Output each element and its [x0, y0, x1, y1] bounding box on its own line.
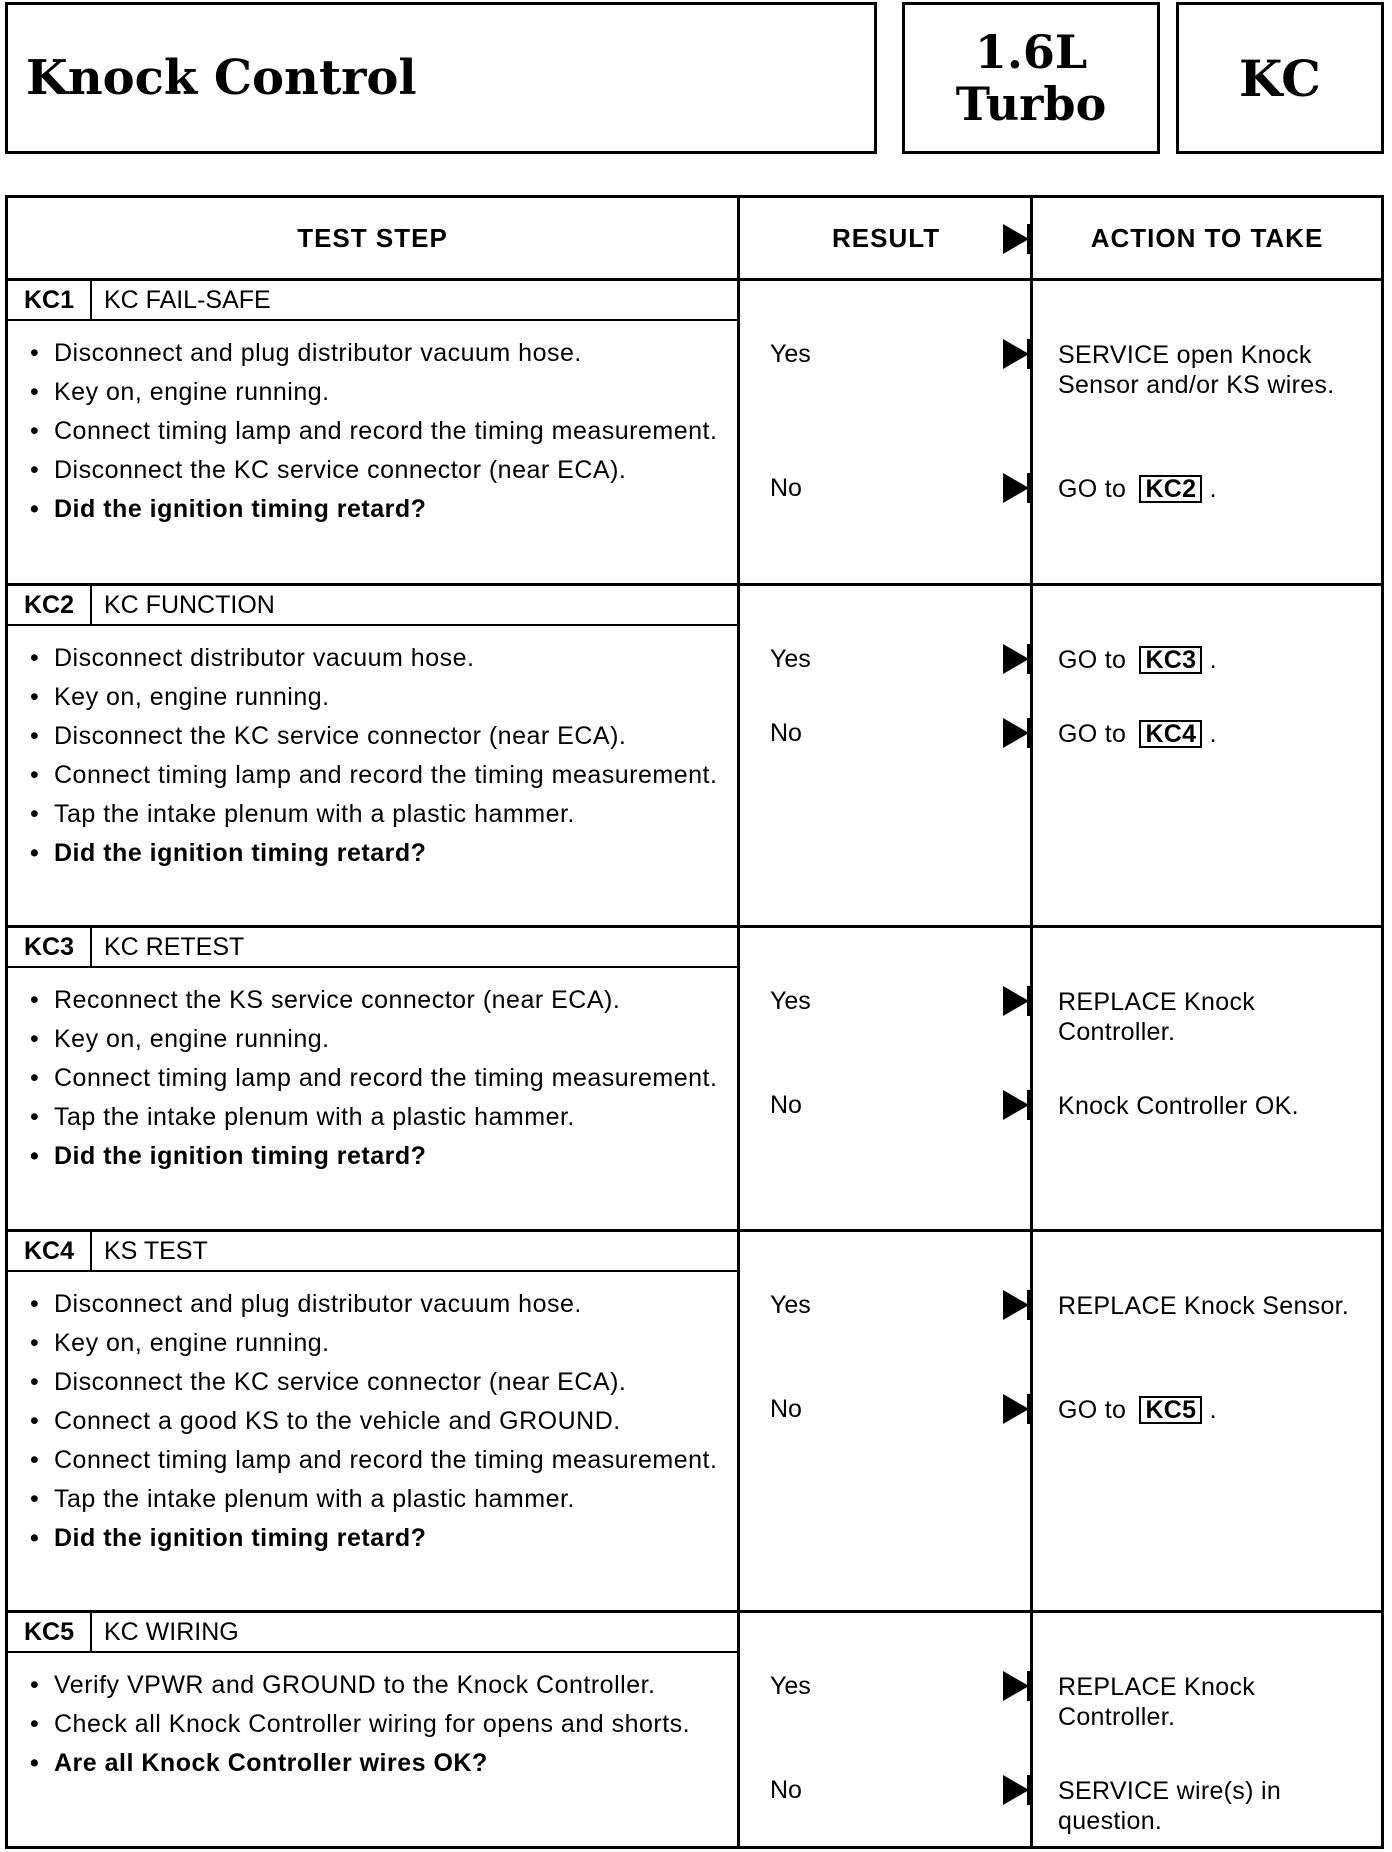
result-no: No [770, 1091, 802, 1119]
instruction: • Key on, engine running. [28, 1024, 728, 1054]
code-box [1176, 2, 1384, 154]
arrow-icon [1003, 1671, 1029, 1701]
engine-box [902, 2, 1160, 154]
step-header [8, 586, 737, 626]
result-yes: Yes [770, 1672, 811, 1700]
instruction: • Connect a good KS to the vehicle and GROUND. [28, 1406, 728, 1436]
instruction: • Tap the intake plenum with a plastic hammer. [28, 1484, 728, 1514]
step-instructions [28, 1670, 728, 1787]
result-yes: Yes [770, 645, 811, 673]
step-id: KC5 [8, 1613, 92, 1651]
action-yes: REPLACE Knock Sensor. [1058, 1292, 1350, 1320]
result-yes: Yes [770, 1291, 811, 1319]
result-yes: Yes [770, 340, 811, 368]
action-text: GO to [1058, 1396, 1134, 1424]
instruction: • Disconnect the KC service connector (near ECA). [28, 1367, 728, 1397]
step-header [8, 1232, 737, 1272]
result-no: No [770, 719, 802, 747]
arrow-icon [1003, 1394, 1029, 1424]
arrow-icon [1003, 986, 1029, 1016]
action-yes: REPLACE Knock Controller. [1058, 988, 1256, 1046]
step-title: KS TEST [104, 1236, 208, 1265]
step-reference-kc3[interactable]: KC3 [1139, 646, 1202, 674]
step-title: KC RETEST [104, 932, 245, 961]
action-yes [1058, 645, 1358, 675]
step-title: KC WIRING [104, 1617, 239, 1646]
instruction: • Key on, engine running. [28, 1328, 728, 1358]
arrow-icon [1003, 1090, 1029, 1120]
action-text: . [1202, 720, 1217, 748]
action-no [1058, 719, 1358, 749]
arrow-icon [1003, 224, 1029, 254]
action-yes: SERVICE open Knock Sensor and/or KS wires. [1058, 341, 1335, 399]
step-title: KC FAIL-SAFE [104, 285, 271, 314]
step-instructions [28, 985, 728, 1180]
instruction: • Disconnect and plug distributor vacuum hose. [28, 338, 728, 368]
step-id: KC1 [8, 281, 92, 319]
step-reference-kc2[interactable]: KC2 [1139, 475, 1202, 503]
arrow-icon [1003, 339, 1029, 369]
step-id: KC2 [8, 586, 92, 624]
instruction: • Check all Knock Controller wiring for opens and shorts. [28, 1709, 728, 1739]
instruction: • Disconnect distributor vacuum hose. [28, 643, 728, 673]
step-question: • Are all Knock Controller wires OK? [28, 1748, 728, 1778]
column-header-result: RESULT [832, 222, 941, 253]
action-no: SERVICE wire(s) in question. [1058, 1777, 1282, 1835]
action-text: GO to [1058, 720, 1134, 748]
step-question: • Did the ignition timing retard? [28, 494, 728, 524]
arrow-icon [1003, 1290, 1029, 1320]
test-step-table [5, 195, 1384, 1849]
step-instructions [28, 338, 728, 533]
action-text: . [1202, 475, 1217, 503]
instruction: • Connect timing lamp and record the timing measurement. [28, 760, 728, 790]
action-text: . [1202, 646, 1217, 674]
engine-label-line2: Turbo [955, 77, 1107, 131]
engine-label-line1: 1.6L [974, 25, 1088, 79]
step-id: KC4 [8, 1232, 92, 1270]
result-no: No [770, 474, 802, 502]
instruction: • Connect timing lamp and record the timing measurement. [28, 1063, 728, 1093]
column-header-test-step: TEST STEP [297, 222, 448, 253]
column-header-action: ACTION TO TAKE [1090, 222, 1324, 253]
instruction: • Tap the intake plenum with a plastic hammer. [28, 799, 728, 829]
instruction: • Reconnect the KS service connector (near ECA). [28, 985, 728, 1015]
step-question: • Did the ignition timing retard? [28, 1523, 728, 1553]
arrow-icon [1003, 718, 1029, 748]
action-text: GO to [1058, 475, 1134, 503]
instruction: • Connect timing lamp and record the timing measurement. [28, 416, 728, 446]
instruction: • Disconnect the KC service connector (near ECA). [28, 455, 728, 485]
arrow-icon [1003, 1775, 1029, 1805]
result-no: No [770, 1776, 802, 1804]
column-divider [1030, 198, 1033, 1846]
step-reference-kc4[interactable]: KC4 [1139, 720, 1202, 748]
instruction: • Key on, engine running. [28, 377, 728, 407]
action-no [1058, 474, 1358, 504]
instruction: • Verify VPWR and GROUND to the Knock Controller. [28, 1670, 728, 1700]
step-title: KC FUNCTION [104, 590, 275, 619]
title-box [5, 2, 877, 154]
action-no [1058, 1395, 1358, 1425]
instruction: • Disconnect the KC service connector (near ECA). [28, 721, 728, 751]
instruction: • Key on, engine running. [28, 682, 728, 712]
action-text: . [1202, 1396, 1217, 1424]
step-question: • Did the ignition timing retard? [28, 1141, 728, 1171]
column-divider [737, 198, 740, 1846]
page-title: Knock Control [26, 50, 417, 106]
step-instructions [28, 643, 728, 877]
action-no: Knock Controller OK. [1058, 1092, 1299, 1120]
arrow-icon [1003, 644, 1029, 674]
step-header [8, 281, 737, 321]
instruction: • Tap the intake plenum with a plastic hammer. [28, 1102, 728, 1132]
step-id: KC3 [8, 928, 92, 966]
step-question: • Did the ignition timing retard? [28, 838, 728, 868]
result-no: No [770, 1395, 802, 1423]
section-code: KC [1239, 48, 1321, 108]
step-instructions [28, 1289, 728, 1562]
result-yes: Yes [770, 987, 811, 1015]
arrow-icon [1003, 473, 1029, 503]
step-header [8, 928, 737, 968]
action-yes: REPLACE Knock Controller. [1058, 1673, 1256, 1731]
instruction: • Disconnect and plug distributor vacuum hose. [28, 1289, 728, 1319]
action-text: GO to [1058, 646, 1134, 674]
step-header [8, 1613, 737, 1653]
step-reference-kc5[interactable]: KC5 [1139, 1396, 1202, 1424]
instruction: • Connect timing lamp and record the timing measurement. [28, 1445, 728, 1475]
